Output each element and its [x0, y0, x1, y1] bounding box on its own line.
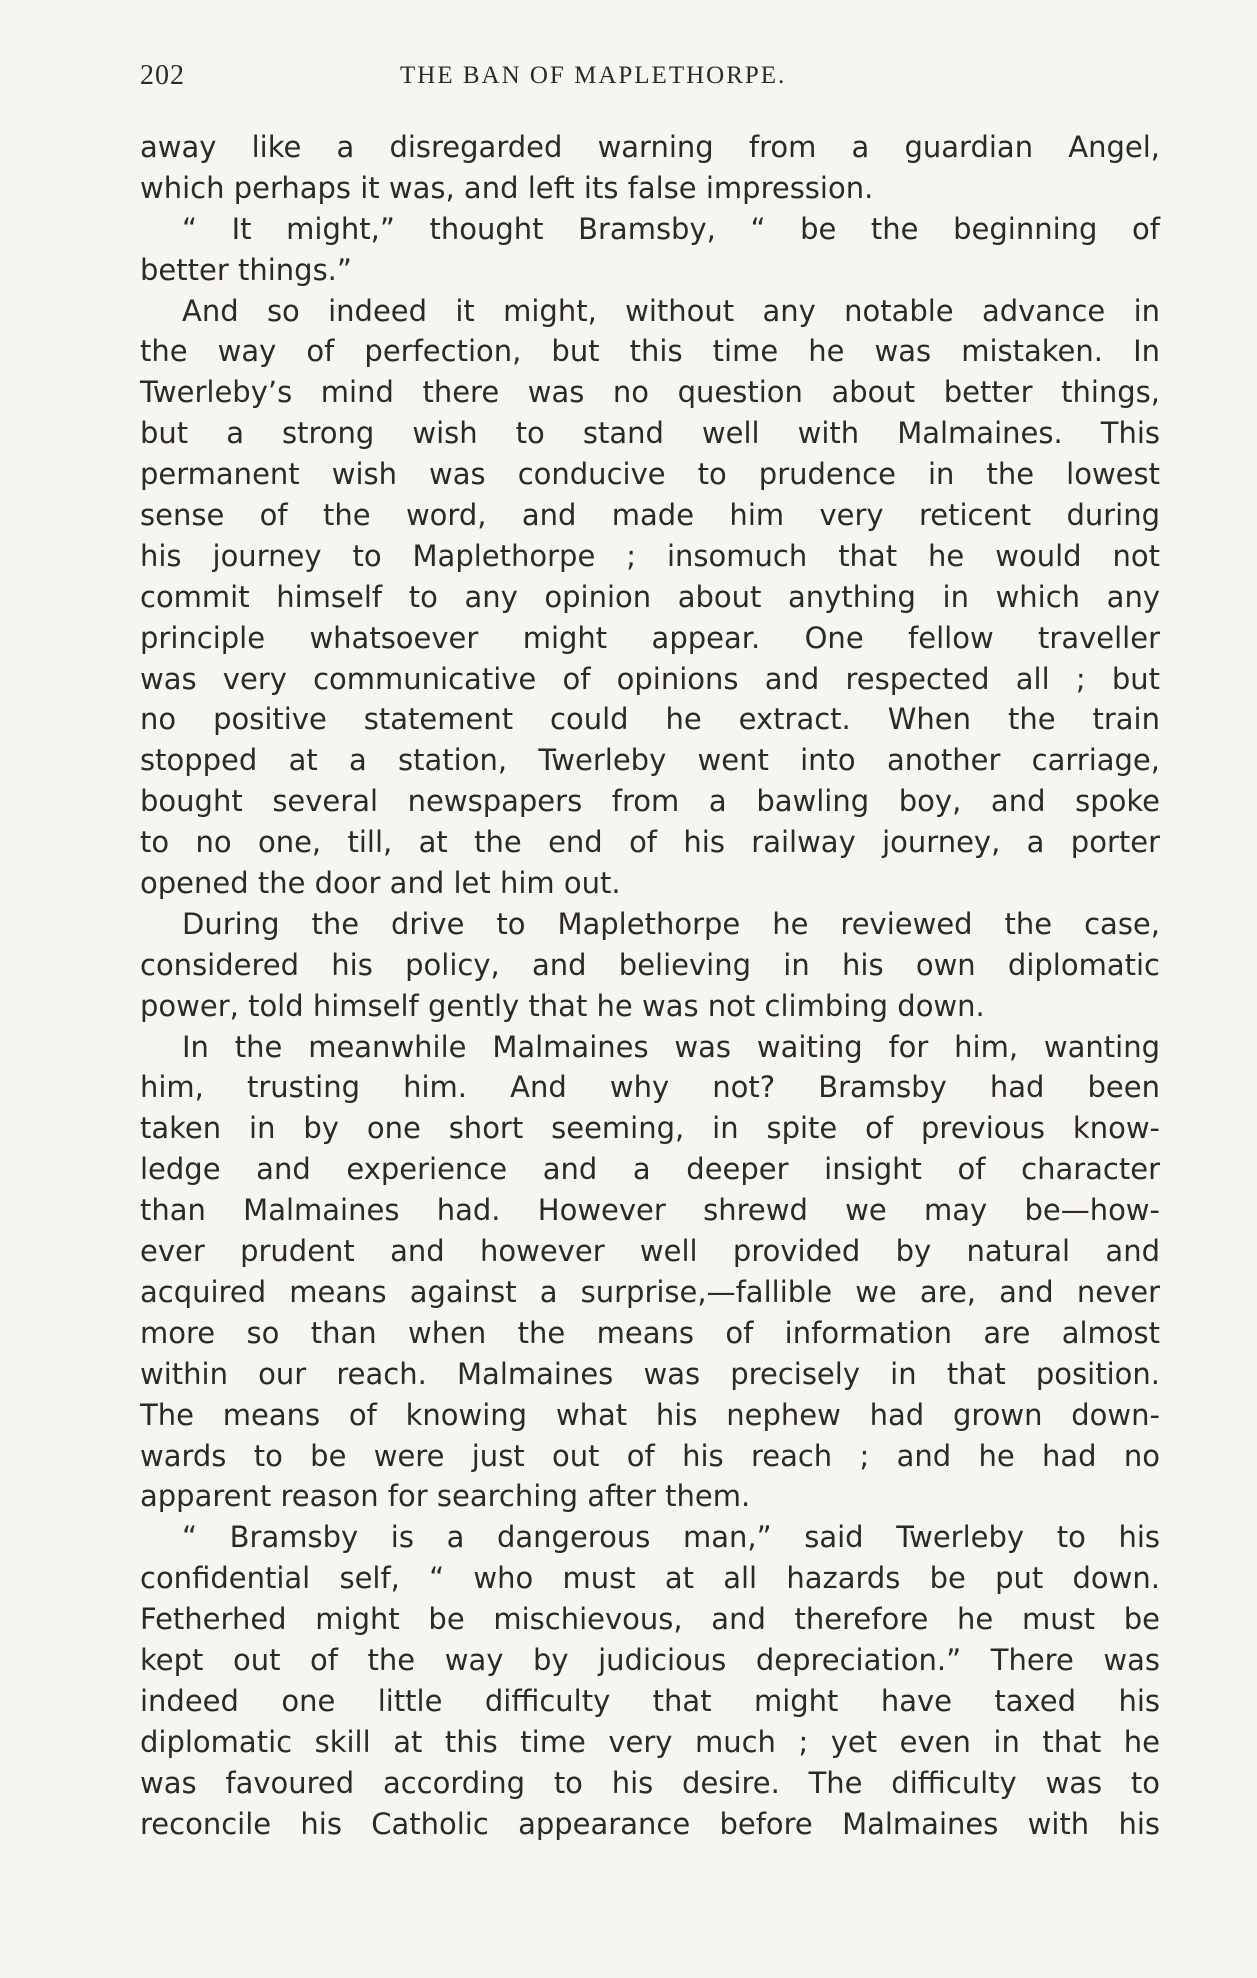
- text-line: which perhaps it was, and left its false impression.: [140, 170, 874, 205]
- text-line: The means of knowing what his nephew had grown down-: [140, 1397, 1160, 1432]
- text-line: opened the door and let him out.: [140, 866, 621, 901]
- text-line: bought several newspapers from a bawling boy, and spoke: [140, 784, 1160, 819]
- text-line: “ Bramsby is a dangerous man,” said Twerleby to his: [182, 1520, 1160, 1555]
- text-line: was very communicative of opinions and respected all ; but: [140, 661, 1160, 696]
- text-line: principle whatsoever might appear. One fellow traveller: [140, 620, 1160, 655]
- text-line: acquired means against a surprise,—fallible we are, and never: [140, 1274, 1160, 1309]
- text-line: but a strong wish to stand well with Malmaines. This: [140, 416, 1160, 451]
- text-line: him, trusting him. And why not? Bramsby had been: [140, 1070, 1160, 1105]
- text-line: within our reach. Malmaines was precisely in that position.: [140, 1356, 1160, 1391]
- text-line: away like a disregarded warning from a guardian Angel,: [140, 130, 1160, 164]
- text-line: confidential self, “ who must at all hazards be put down.: [140, 1561, 1160, 1596]
- text-line: apparent reason for searching after them.: [140, 1479, 751, 1514]
- body-text: [140, 127, 1160, 1844]
- text-line: Fetherhed might be mischievous, and therefore he must be: [140, 1602, 1160, 1637]
- text-line: no positive statement could he extract. When the train: [140, 702, 1160, 737]
- text-line: more so than when the means of information are almost: [140, 1315, 1160, 1350]
- text-line: wards to be were just out of his reach ; and he had no: [140, 1438, 1160, 1473]
- text-line: During the drive to Maplethorpe he reviewed the case,: [182, 906, 1160, 941]
- text-line: to no one, till, at the end of his railway journey, a porter: [140, 825, 1160, 860]
- running-head: [140, 60, 1160, 100]
- text-line: the way of perfection, but this time he was mistaken. In: [140, 334, 1160, 369]
- text-line: considered his policy, and believing in his own diplomatic: [140, 947, 1160, 982]
- text-line: commit himself to any opinion about anything in which any: [140, 579, 1160, 614]
- running-title: THE BAN OF MAPLETHORPE.: [400, 62, 787, 89]
- text-line: ledge and experience and a deeper insight of character: [140, 1152, 1160, 1187]
- text-line: Twerleby’s mind there was no question about better things,: [140, 375, 1160, 410]
- text-line: his journey to Maplethorpe ; insomuch that he would not: [140, 538, 1160, 573]
- text-line: kept out of the way by judicious depreciation.” There was: [140, 1642, 1160, 1677]
- text-line: diplomatic skill at this time very much ; yet even in that he: [140, 1724, 1160, 1759]
- text-line: stopped at a station, Twerleby went into another carriage,: [140, 743, 1160, 778]
- text-line: And so indeed it might, without any notable advance in: [182, 293, 1160, 328]
- text-line: power, told himself gently that he was not climbing down.: [140, 988, 985, 1023]
- text-line: ever prudent and however well provided by natural and: [140, 1234, 1160, 1269]
- text-line: reconcile his Catholic appearance before Malmaines with his: [140, 1806, 1160, 1841]
- text-line: indeed one little difficulty that might have taxed his: [140, 1683, 1160, 1718]
- text-line: “ It might,” thought Bramsby, “ be the beginning of: [182, 211, 1160, 246]
- text-line: sense of the word, and made him very reticent during: [140, 498, 1160, 533]
- page-number: 202: [140, 60, 185, 91]
- text-line: was favoured according to his desire. The difficulty was to: [140, 1765, 1160, 1800]
- text-line: than Malmaines had. However shrewd we may be—how-: [140, 1193, 1160, 1228]
- text-line: In the meanwhile Malmaines was waiting for him, wanting: [182, 1029, 1160, 1064]
- text-line: better things.”: [140, 252, 352, 287]
- text-line: permanent wish was conducive to prudence in the lowest: [140, 457, 1160, 492]
- text-line: taken in by one short seeming, in spite of previous know-: [140, 1111, 1160, 1146]
